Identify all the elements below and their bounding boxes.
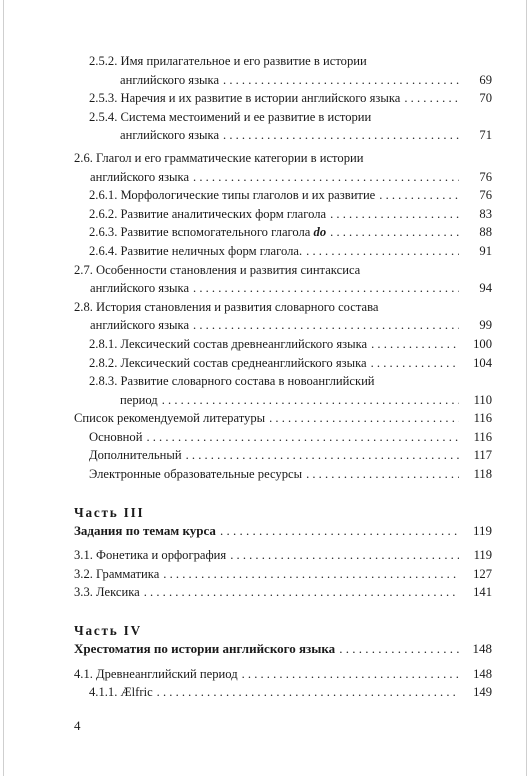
toc-page-number: 76 [479,188,492,203]
toc-page-number: 149 [473,685,492,700]
toc-entry-text: Электронные образовательные ресурсы [89,467,303,482]
toc-entry-text: Дополнительный [89,448,182,463]
toc-entry [74,583,492,602]
toc-page-number: 83 [479,206,492,221]
toc-entry-text: 3.2. Грамматика [74,566,160,581]
toc-entry-text: английского языка [90,318,190,333]
toc-entry-text: 2.6. Глагол и его грамматические категории в истории [74,150,364,165]
toc-page-number: 76 [479,169,492,184]
toc-page-number: 94 [479,281,492,296]
toc-entry [74,665,492,684]
part-title: Задания по темам курса [74,522,216,538]
toc-entry [74,186,492,205]
toc-entry [74,108,492,145]
toc-entry [74,446,492,465]
toc-entry [74,242,492,261]
toc-page-number: 118 [473,467,492,482]
toc-page-number: 117 [473,448,492,463]
toc-page-number: 148 [472,641,492,657]
toc-entry-text: 3.3. Лексика [74,585,140,600]
part-heading: Часть IV [74,623,142,639]
toc-entry-text: английского языка [90,169,190,184]
toc-page-number: 119 [473,548,492,563]
toc-entry [74,372,492,409]
toc-page-number: 88 [479,225,492,240]
toc-entry-text: 2.6.3. Развитие вспомогательного глагола [89,225,311,240]
toc-page-number: 100 [473,336,492,351]
toc-entry-text: 2.8.1. Лексический состав древнеанглийского языка [89,336,368,351]
toc-entry [74,298,492,335]
toc-entry-text: 2.8.2. Лексический состав среднеанглийского языка [89,355,367,370]
toc-entry [74,546,492,565]
page-number: 4 [74,718,81,733]
toc-entry [74,335,492,354]
toc-page-number: 104 [473,355,492,370]
toc-entry [74,683,492,702]
toc-entry-text: 3.1. Фонетика и орфография [74,548,227,563]
toc-page-number: 91 [479,243,492,258]
toc-entry-text: английского языка [120,128,220,143]
toc-page-number: 116 [473,429,492,444]
toc-entry-text: 2.7. Особенности становления и развития синтаксиса [74,262,361,277]
toc-entry-text: Список рекомендуемой литературы [74,411,266,426]
toc-page-number: 70 [479,91,492,106]
toc-entry-text: 2.5.4. Система местоимений и ее развитие в истории [89,109,372,124]
toc-entry [74,223,492,242]
toc-entry-text: 4.1. Древнеанглийский период [74,666,238,681]
toc-page-number: 119 [472,522,492,538]
toc-entry [74,261,492,298]
toc-entry [74,52,492,89]
toc-entry-text: период [120,392,158,407]
toc-entry [74,428,492,447]
part-heading: Часть III [74,504,145,520]
toc-entry [74,354,492,373]
toc-entry-emphasis: do [313,225,327,240]
table-of-contents [74,52,492,702]
toc-part-entry [74,522,492,541]
toc-entry-text: 2.6.1. Морфологические типы глаголов и их развитие [89,188,376,203]
toc-page-number: 148 [473,666,492,681]
toc-page-number: 69 [479,72,492,87]
toc-entry [74,149,492,186]
toc-part-entry [74,640,492,659]
toc-page-number: 71 [479,128,492,143]
toc-entry-text: 2.5.2. Имя прилагательное и его развитие в истории [89,54,367,68]
toc-entry-text: 2.5.3. Наречия и их развитие в истории английского языка [89,91,401,106]
toc-entry-text: 2.6.4. Развитие неличных форм глагола. [89,243,303,258]
toc-page-number: 127 [473,566,492,581]
toc-entry-text: 4.1.1. Ælfric [89,685,153,700]
toc-page-number: 116 [473,411,492,426]
toc-entry-text: Основной [89,429,143,444]
book-page [3,0,527,776]
toc-entry-text: 2.8. История становления и развития словарного состава [74,299,379,314]
toc-entry-text: английского языка [120,72,220,87]
toc-entry-text: английского языка [90,281,190,296]
toc-entry [74,89,492,108]
toc-entry-text: 2.6.2. Развитие аналитических форм глагола [89,206,327,221]
toc-entry-text: 2.8.3. Развитие словарного состава в новоанглийский [89,374,375,389]
toc-entry [74,409,492,428]
toc-entry [74,205,492,224]
part-title: Хрестоматия по истории английского языка [74,641,336,657]
toc-page-number: 110 [473,392,492,407]
toc-page-number: 99 [479,318,492,333]
toc-entry [74,465,492,484]
toc-entry [74,565,492,584]
toc-page-number: 141 [473,585,492,600]
